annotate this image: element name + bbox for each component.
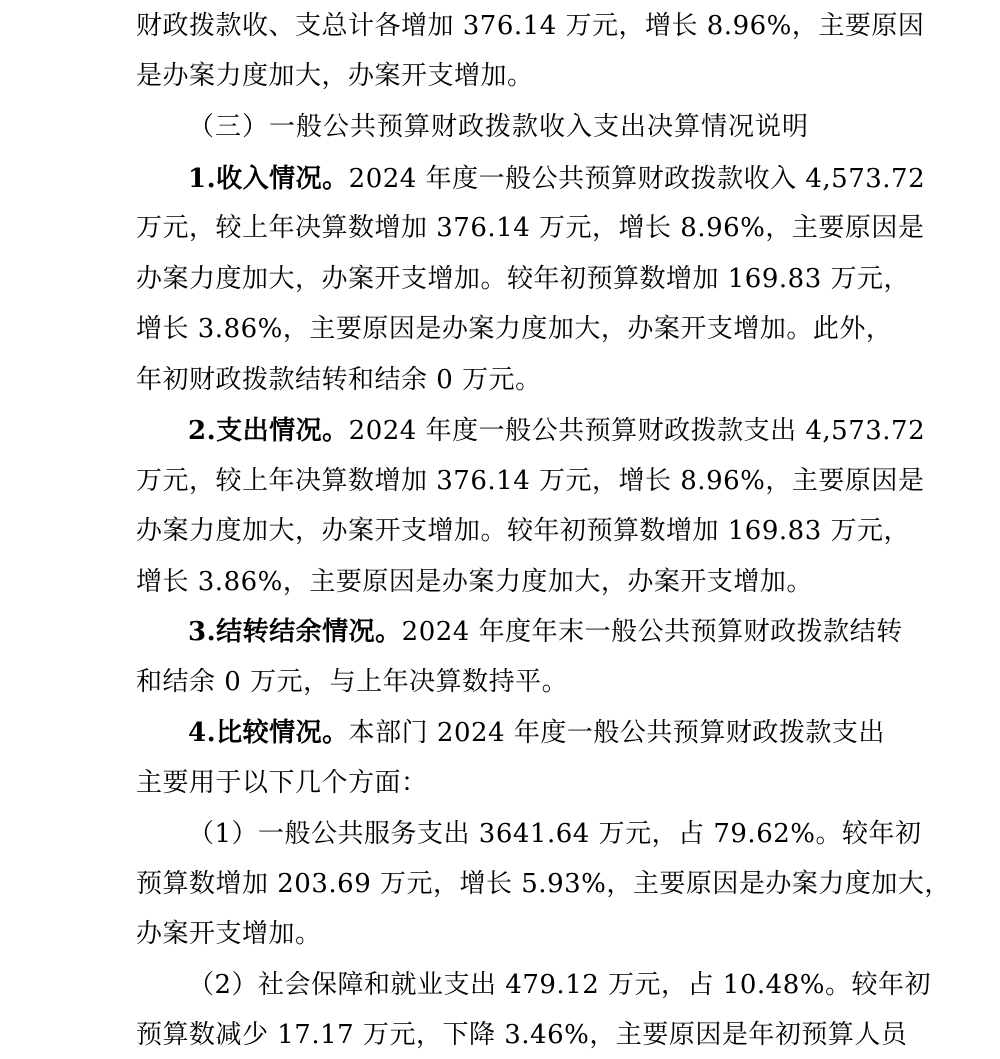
text-line: 万元，较上年决算数增加 376.14 万元，增长 8.96%，主要原因是 <box>136 466 925 496</box>
text-line: 增长 3.86%，主要原因是办案力度加大，办案开支增加。 <box>136 567 813 597</box>
text-line: 预算数减少 17.17 万元，下降 3.46%，主要原因是年初预算人员 <box>136 1020 908 1050</box>
text-line: 办案力度加大，办案开支增加。较年初预算数增加 169.83 万元， <box>136 516 911 546</box>
paragraph-line <box>188 716 885 750</box>
paragraph-lead: 3.结转结余情况。 <box>188 617 402 647</box>
text-segment: 2024 年度年末一般公共预算财政拨款结转 <box>401 617 903 647</box>
text-segment: 2024 年度一般公共预算财政拨款支出 4,573.72 <box>348 416 926 446</box>
paragraph-line <box>188 615 903 649</box>
text-line: （1）一般公共服务支出 3641.64 万元，占 79.62%。较年初 <box>188 819 922 849</box>
paragraph-line <box>188 162 926 196</box>
text-line: 财政拨款收、支总计各增加 376.14 万元，增长 8.96%，主要原因 <box>136 11 925 41</box>
text-line: 是办案力度加大，办案开支增加。 <box>136 61 534 91</box>
text-line: 办案开支增加。 <box>136 919 322 949</box>
text-line: 年初财政拨款结转和结余 0 万元。 <box>136 365 542 395</box>
text-line: 和结余 0 万元，与上年决算数持平。 <box>136 667 569 697</box>
text-line: 办案力度加大，办案开支增加。较年初预算数增加 169.83 万元， <box>136 264 911 294</box>
text-line: 增长 3.86%，主要原因是办案力度加大，办案开支增加。此外， <box>136 314 893 344</box>
text-line: （2）社会保障和就业支出 479.12 万元，占 10.48%。较年初 <box>188 970 931 1000</box>
text-line: 预算数增加 203.69 万元，增长 5.93%，主要原因是办案力度加大， <box>136 869 951 899</box>
section-heading: （三）一般公共预算财政拨款收入支出决算情况说明 <box>188 112 810 142</box>
text-segment: 2024 年度一般公共预算财政拨款收入 4,573.72 <box>348 164 926 194</box>
paragraph-lead: 4.比较情况。 <box>188 718 349 748</box>
paragraph-lead: 1.收入情况。 <box>188 164 349 194</box>
paragraph-lead: 2.支出情况。 <box>188 416 349 446</box>
paragraph-line <box>188 414 926 448</box>
text-line: 万元，较上年决算数增加 376.14 万元，增长 8.96%，主要原因是 <box>136 213 925 243</box>
text-segment: 本部门 2024 年度一般公共预算财政拨款支出 <box>348 718 885 748</box>
text-line: 主要用于以下几个方面： <box>136 768 428 798</box>
